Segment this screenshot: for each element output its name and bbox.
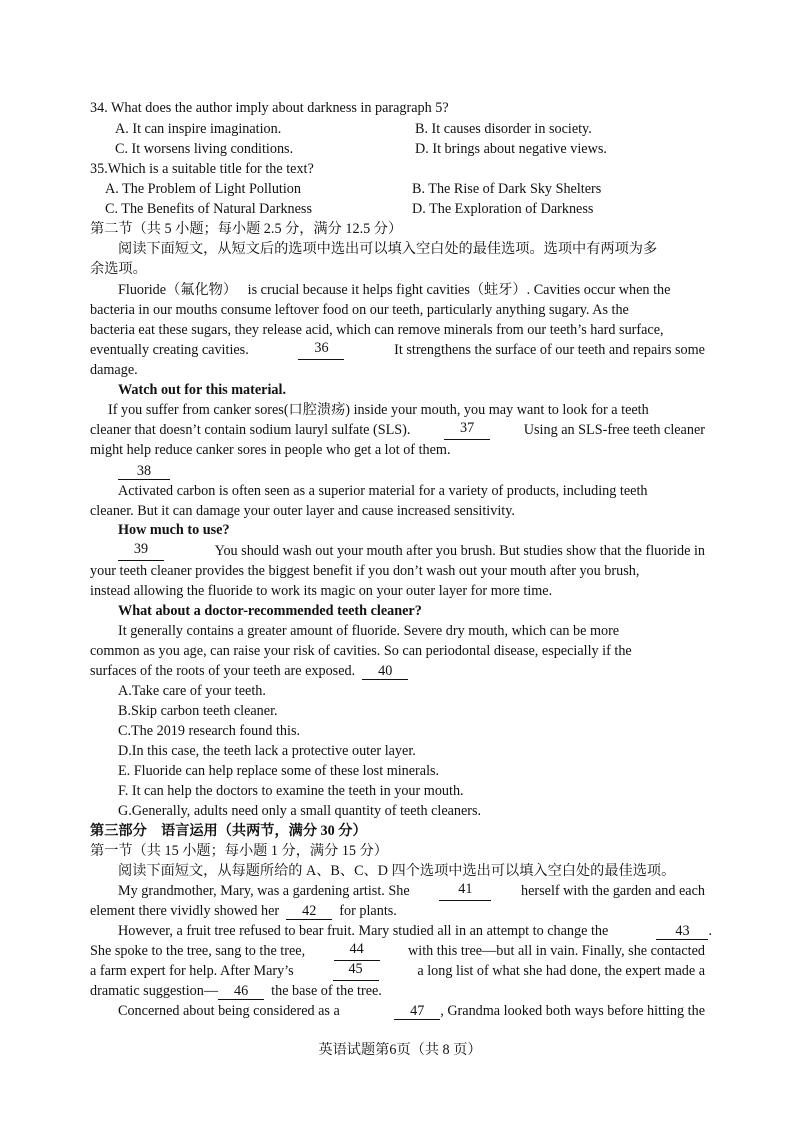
option-c: C.The 2019 research found this. bbox=[118, 723, 301, 739]
blank-46[interactable]: 46 bbox=[218, 983, 264, 1000]
blank-47[interactable]: 47 bbox=[394, 1003, 440, 1020]
blank-44[interactable]: 44 bbox=[334, 941, 380, 961]
passage-line: However, a fruit tree refused to bear fruit. Mary studied all in an attempt to change the 43 . bbox=[118, 923, 712, 939]
blank-43[interactable]: 43 bbox=[656, 923, 708, 940]
section2-instruction: 阅读下面短文，从短文后的选项中选出可以填入空白处的最佳选项。选项中有两项为多 bbox=[118, 241, 658, 257]
blank-38-line bbox=[118, 461, 170, 481]
option-d: D.In this case, the teeth lack a protective outer layer. bbox=[118, 743, 416, 759]
passage-line: She spoke to the tree, sang to the tree, 44 with this tree—but all in vain. Finally, she contacted bbox=[90, 941, 705, 959]
subheading-doctor: What about a doctor-recommended teeth cleaner? bbox=[118, 603, 422, 619]
blank-40[interactable]: 40 bbox=[362, 663, 408, 680]
passage-line: dramatic suggestion— 46 the base of the tree. bbox=[90, 983, 382, 999]
blank-36[interactable]: 36 bbox=[298, 340, 344, 360]
passage-line: bacteria in our mouths consume leftover food on our teeth, particularly anything sugary. As the bbox=[90, 302, 629, 318]
passage-line: It generally contains a greater amount of fluoride. Severe dry mouth, which can be more bbox=[118, 623, 620, 639]
passage-line: 39 You should wash out your mouth after you brush. But studies show that the fluoride in bbox=[118, 541, 705, 561]
q35-option-a: A. The Problem of Light Pollution bbox=[105, 181, 301, 197]
q34-option-a: A. It can inspire imagination. bbox=[115, 121, 282, 137]
q35-option-d: D. The Exploration of Darkness bbox=[412, 201, 594, 217]
option-g: G.Generally, adults need only a small quantity of teeth cleaners. bbox=[118, 803, 482, 819]
part3-instruction: 阅读下面短文，从每题所给的 A、B、C、D 四个选项中选出可以填入空白处的最佳选项。 bbox=[118, 863, 676, 879]
passage-line: bacteria eat these sugars, they release acid, which can remove minerals from our teeth’s hard surface, bbox=[90, 322, 664, 338]
option-a: A.Take care of your teeth. bbox=[118, 683, 266, 699]
option-f: F. It can help the doctors to examine the teeth in your mouth. bbox=[118, 783, 464, 799]
passage-line: might help reduce canker sores in people who get a lot of them. bbox=[90, 442, 451, 458]
page-footer: 英语试题第6页（共 8 页） bbox=[318, 1042, 482, 1058]
q34-option-b: B. It causes disorder in society. bbox=[415, 121, 592, 137]
passage-line: My grandmother, Mary, was a gardening artist. She 41 herself with the garden and each bbox=[118, 881, 705, 899]
passage-line: your teeth cleaner provides the biggest benefit if you don’t wash out your mouth after you brush, bbox=[90, 563, 640, 579]
blank-37[interactable]: 37 bbox=[444, 420, 490, 440]
passage-line: If you suffer from canker sores(口腔溃疡) inside your mouth, you may want to look for a teeth bbox=[108, 402, 649, 418]
passage-line: common as you age, can raise your risk of cavities. So can periodontal disease, especially if the bbox=[90, 643, 632, 659]
section2-heading: 第二节（共 5 小题；每小题 2.5 分，满分 12.5 分） bbox=[90, 221, 403, 237]
section2-instruction-cont: 余选项。 bbox=[90, 261, 147, 277]
q35-stem: 35.Which is a suitable title for the text? bbox=[90, 161, 314, 177]
blank-38[interactable]: 38 bbox=[118, 463, 170, 480]
part3-heading: 第三部分 语言运用（共两节，满分 30 分） bbox=[90, 823, 367, 839]
part3-section1: 第一节（共 15 小题；每小题 1 分，满分 15 分） bbox=[90, 843, 388, 859]
passage-line: cleaner. But it can damage your outer layer and cause increased sensitivity. bbox=[90, 503, 515, 519]
q35-option-b: B. The Rise of Dark Sky Shelters bbox=[412, 181, 602, 197]
passage-line: Concerned about being considered as a 47 , Grandma looked both ways before hitting the bbox=[118, 1003, 705, 1019]
q34-option-c: C. It worsens living conditions. bbox=[115, 141, 294, 157]
subheading-material: Watch out for this material. bbox=[118, 382, 286, 398]
q34-stem: 34. What does the author imply about darkness in paragraph 5? bbox=[90, 100, 449, 116]
blank-45[interactable]: 45 bbox=[333, 961, 379, 981]
option-e: E. Fluoride can help replace some of these lost minerals. bbox=[118, 763, 440, 779]
q34-option-d: D. It brings about negative views. bbox=[415, 141, 607, 157]
passage-line: a farm expert for help. After Mary’s 45 a long list of what she had done, the expert made a bbox=[90, 961, 705, 979]
blank-42[interactable]: 42 bbox=[286, 903, 332, 920]
blank-39[interactable]: 39 bbox=[118, 541, 164, 561]
passage-line: element there vividly showed her 42 for plants. bbox=[90, 903, 397, 919]
blank-41[interactable]: 41 bbox=[439, 881, 491, 901]
passage-line: Fluoride（氟化物） is crucial because it helps fight cavities（蛀牙）. Cavities occur when the bbox=[118, 282, 671, 298]
option-b: B.Skip carbon teeth cleaner. bbox=[118, 703, 278, 719]
passage-line: Activated carbon is often seen as a superior material for a variety of products, including teeth bbox=[118, 483, 648, 499]
passage-line: surfaces of the roots of your teeth are exposed. 40 bbox=[90, 661, 408, 681]
q35-option-c: C. The Benefits of Natural Darkness bbox=[105, 201, 312, 217]
subheading-how-much: How much to use? bbox=[118, 522, 230, 538]
passage-line: damage. bbox=[90, 362, 138, 378]
passage-line: instead allowing the fluoride to work its magic on your outer layer for more time. bbox=[90, 583, 553, 599]
passage-line: eventually creating cavities. 36 It strengthens the surface of our teeth and repairs some bbox=[90, 340, 705, 358]
passage-line: cleaner that doesn’t contain sodium lauryl sulfate (SLS). 37 Using an SLS-free teeth cleaner bbox=[90, 420, 705, 438]
